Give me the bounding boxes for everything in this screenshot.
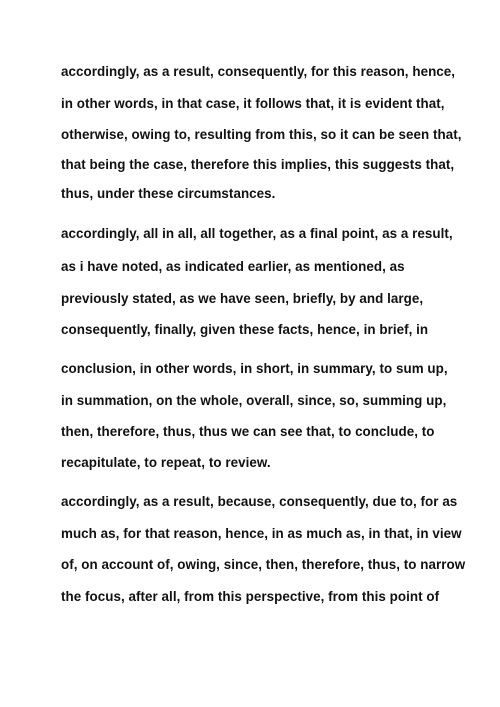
text-line: accordingly, all in all, all together, as a final point, as a result, <box>61 226 453 241</box>
text-line: in summation, on the whole, overall, since, so, summing up, <box>61 393 447 408</box>
text-line: as i have noted, as indicated earlier, as mentioned, as <box>61 259 405 274</box>
text-line: thus, under these circumstances. <box>61 186 276 201</box>
text-line: the focus, after all, from this perspective, from this point of <box>61 589 440 604</box>
text-line: consequently, finally, given these facts, hence, in brief, in <box>61 322 429 337</box>
text-line: previously stated, as we have seen, briefly, by and large, <box>61 291 424 306</box>
text-line: recapitulate, to repeat, to review. <box>61 455 271 470</box>
text-line: accordingly, as a result, because, consequently, due to, for as <box>61 494 458 509</box>
text-line: of, on account of, owing, since, then, therefore, thus, to narrow <box>61 557 466 572</box>
text-line: then, therefore, thus, thus we can see that, to conclude, to <box>61 424 435 439</box>
text-line: conclusion, in other words, in short, in summary, to sum up, <box>61 361 448 376</box>
text-line: that being the case, therefore this implies, this suggests that, <box>61 157 455 172</box>
text-line: in other words, in that case, it follows that, it is evident that, <box>61 96 445 111</box>
text-line: accordingly, as a result, consequently, for this reason, hence, <box>61 64 456 79</box>
text-line: otherwise, owing to, resulting from this, so it can be seen that, <box>61 127 462 142</box>
text-line: much as, for that reason, hence, in as much as, in that, in view <box>61 526 462 541</box>
